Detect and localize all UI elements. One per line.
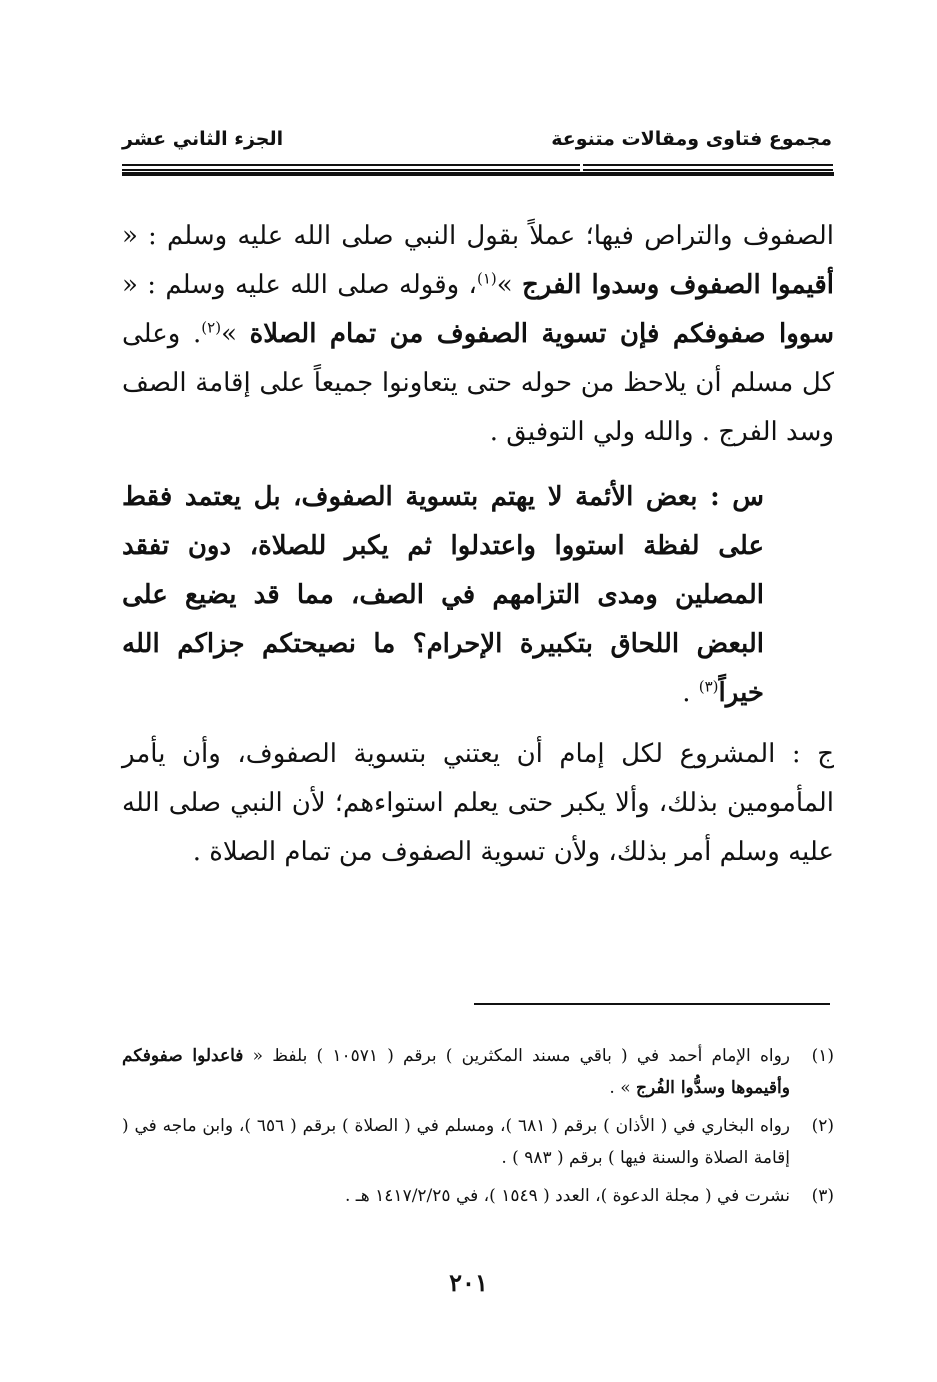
footnote-bold-text: فاعدلوا صفوفكم وأقيموها وسدُّوا الفُرج bbox=[122, 1046, 790, 1098]
footnote-ref-3: (٣) bbox=[698, 677, 719, 696]
p1-text-4: » bbox=[221, 319, 250, 349]
question-end: . bbox=[682, 678, 699, 708]
footnotes bbox=[122, 1040, 834, 1218]
page-number: ٢٠١ bbox=[449, 1268, 488, 1297]
footnote-end: » . bbox=[609, 1078, 637, 1098]
paragraph-1 bbox=[122, 212, 834, 457]
p1-text-1: الصفوف والتراص فيها؛ عملاً بقول النبي صلى الله عليه وسلم : « bbox=[122, 221, 834, 251]
question-text: س : بعض الأئمة لا يهتم بتسوية الصفوف، بل يعتمد فقط على لفظة استووا واعتدلوا ثم يكبر للصلاة، دون تفقد المصلين ومدى التزامهم في الصف، مما قد يضيع على البعض اللحاق بتكبيرة الإحرام؟ ما نصيحتكم جزاكم الله خيراً bbox=[122, 482, 764, 708]
footnote-number: (٣) bbox=[811, 1186, 834, 1206]
p1-text-3: ، وقوله صلى الله عليه وسلم : « bbox=[122, 270, 477, 300]
footnote-number: (٢) bbox=[811, 1116, 834, 1136]
footnote-text: رواه البخاري في ( الأذان ) برقم ( ٦٨١ )، ومسلم في ( الصلاة ) برقم ( ٦٥٦ )، وابن ماجه في ( إقامة الصلاة والسنة فيها ) برقم ( ٩٨٣ ) . bbox=[122, 1116, 790, 1168]
footnote-1 bbox=[122, 1040, 834, 1104]
header-rule-left bbox=[122, 164, 580, 171]
hadith-quote-2: سووا صفوفكم فإن تسوية الصفوف من تمام الصلاة bbox=[249, 319, 835, 349]
footnote-ref-1: (١) bbox=[476, 269, 497, 288]
footnote-text: نشرت في ( مجلة الدعوة )، العدد ( ١٥٤٩ )، في ١٤١٧/٢/٢٥ هـ . bbox=[345, 1186, 790, 1206]
p1-text-2: » bbox=[496, 270, 522, 300]
footnote-number: (١) bbox=[811, 1046, 834, 1066]
volume-label: الجزء الثاني عشر bbox=[122, 128, 284, 150]
footnote-ref-2: (٢) bbox=[201, 318, 222, 337]
footnote-3 bbox=[122, 1180, 834, 1212]
book-title: مجموع فتاوى ومقالات متنوعة bbox=[551, 128, 832, 150]
footnote-2 bbox=[122, 1110, 834, 1174]
answer-paragraph: ج : المشروع لكل إمام أن يعتني بتسوية الصفوف، وأن يأمر المأمومين بذلك، وألا يكبر حتى يعلم استواءهم؛ لأن النبي صلى الله عليه وسلم أمر بذلك، ولأن تسوية الصفوف من تمام الصلاة . bbox=[122, 739, 834, 867]
header-rule-right bbox=[583, 164, 833, 171]
hadith-quote-1: أقيموا الصفوف وسدوا الفرج bbox=[522, 270, 835, 300]
main-text bbox=[122, 212, 834, 877]
footnote-text: رواه الإمام أحمد في ( باقي مسند المكثرين ) برقم ( ١٠٥٧١ ) بلفظ « bbox=[243, 1046, 791, 1066]
footnote-separator bbox=[474, 1003, 830, 1005]
running-header bbox=[122, 128, 832, 158]
header-rule-thick bbox=[122, 172, 834, 176]
p1-text-5: . وعلى كل مسلم أن يلاحظ من حوله حتى يتعاونوا جميعاً على إقامة الصف وسد الفرج . والله ولي التوفيق . bbox=[122, 319, 834, 447]
question-paragraph bbox=[122, 473, 834, 718]
